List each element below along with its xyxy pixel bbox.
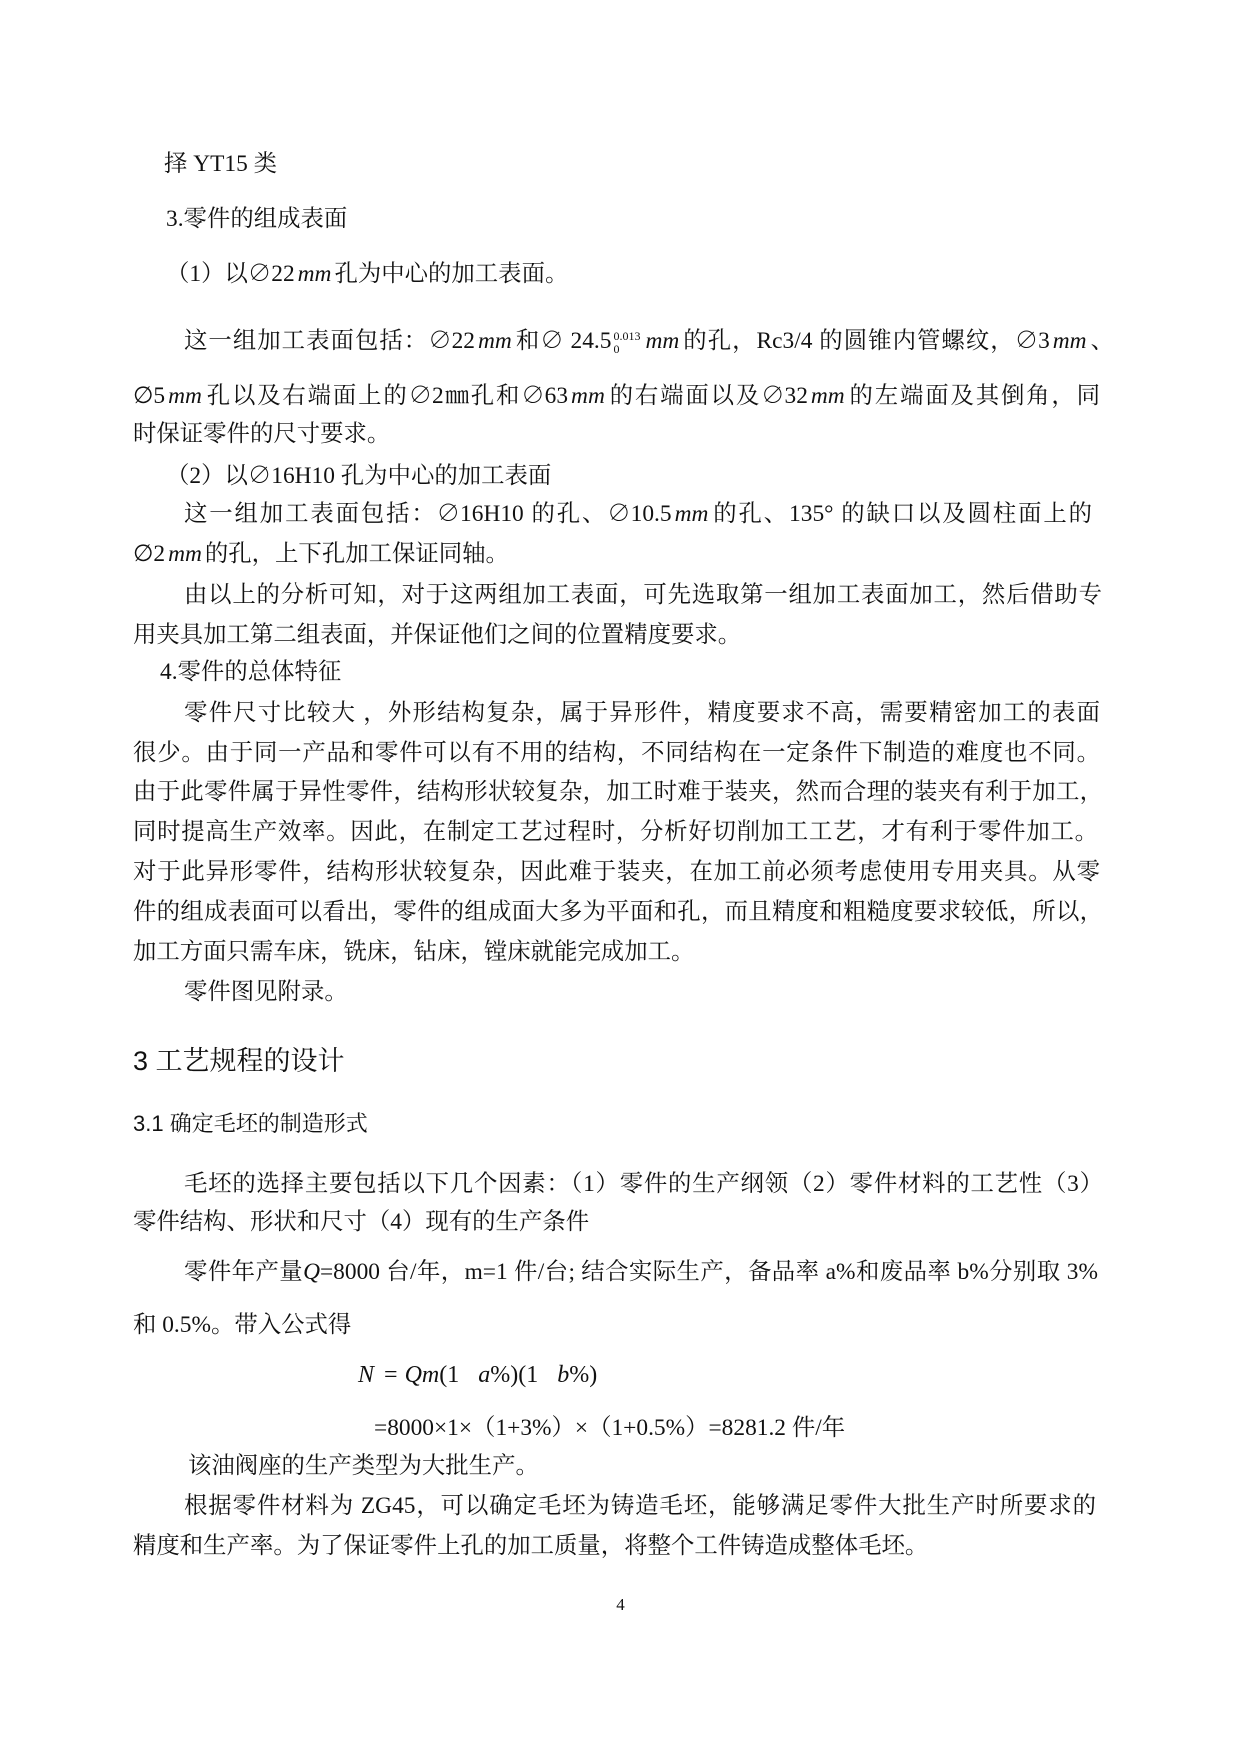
unit-mm: mm [168,383,202,409]
text-run: 孔和 [470,383,522,409]
text-run: 的左端面及其倒角，同 [847,383,1100,409]
text-run: 和 [514,328,541,354]
paragraph-line [184,499,1092,529]
unit-mm: mm [168,541,202,567]
paragraph-line: 由以上的分析可知，对于这两组加工表面，可先选取第一组加工表面加工，然后借助专 [184,582,1102,608]
math-variable: b [557,1362,570,1388]
chapter-heading: 3 工艺规程的设计 [133,1046,345,1076]
paragraph-line [133,539,509,569]
math-operator: = [384,1362,398,1388]
paragraph-line: 很少。由于同一产品和零件可以有不用的结构，不同结构在一定条件下制造的难度也不同。 [133,740,1100,766]
sub-item-title: （2）以∅16H10 孔为中心的加工表面 [166,463,552,489]
math-variable: a [478,1362,491,1388]
numbered-item-title: 4.零件的总体特征 [160,659,342,685]
text-run: 的右端面以及 [607,383,762,409]
paragraph-line [133,381,1100,411]
math-variable: N [358,1362,375,1388]
math-text: (1 [439,1362,460,1388]
calculation-line: =8000×1×（1+3%）×（1+0.5%）=8281.2 件/年 [374,1415,846,1441]
section-heading: 3.1 确定毛坯的制造形式 [133,1111,368,1136]
math-variable: Qm [404,1362,440,1388]
math-variable: Q [303,1259,320,1285]
formula-line [358,1360,597,1390]
numbered-item-title: 3.零件的组成表面 [166,206,348,232]
paragraph-line: 由于此零件属于异性零件，结构形状较复杂，加工时难于装夹，然而合理的装夹有利于加工， [133,779,1103,805]
paragraph-line: 和 0.5%。带入公式得 [133,1312,352,1338]
text-run: （1）以 [166,261,248,287]
text-run: 这一组加工表面包括： [184,328,429,354]
unit-mm: mm [674,501,709,527]
paragraph-line: 毛坯的选择主要包括以下几个因素：（1）零件的生产纲领（2）零件材料的工艺性（3） [184,1171,1103,1197]
diameter-dimension: ∅2 [133,541,166,567]
paragraph-line [184,326,1114,356]
paragraph-line: 件的组成表面可以看出，零件的组成面大多为平面和孔，而且精度和粗糙度要求较低，所以， [133,899,1103,925]
diameter-dimension: ∅22 [428,328,475,354]
paragraph-line: 精度和生产率。为了保证零件上孔的加工质量，将整个工件铸造成整体毛坯。 [133,1533,929,1559]
paragraph-line: 根据零件材料为 ZG45，可以确定毛坯为铸造毛坯，能够满足零件大批生产时所要求的 [184,1493,1096,1519]
paragraph-line: 加工方面只需车床，铣床，钻床，镗床就能完成加工。 [133,939,695,965]
diameter-dimension: ∅3 [1014,328,1050,354]
paragraph-line: 零件尺寸比较大 ，外形结构复杂，属于异形件，精度要求不高，需要精密加工的表面 [184,700,1100,726]
page-number: 4 [616,1595,625,1614]
paragraph-line: 该油阀座的生产类型为大批生产。 [188,1453,539,1479]
unit-mm: mm [645,328,680,354]
math-text: %)(1 [490,1362,539,1388]
text-run: =8000 台/年，m=1 件/台; 结合实际生产，备品率 a%和废品率 b%分别取 3% [319,1259,1098,1285]
text-run: 的孔，Rc3/4 的圆锥内管螺纹， [682,328,1015,354]
text-run: 这一组加工表面包括：∅16H10 的孔、∅10.5 [184,501,672,527]
paragraph-line: 同时提高生产效率。因此，在制定工艺过程时，分析好切削加工工艺，才有利于零件加工。 [133,819,1098,845]
text-run: 、 [1089,328,1114,354]
tolerance-upper: 0.013 [613,328,641,343]
diameter-dimension: ∅63 [521,383,569,409]
paragraph-line: 零件图见附录。 [184,979,348,1005]
text-run: 孔以及右端面上的 [204,383,409,409]
text-run: 零件年产量 [184,1259,304,1285]
unit-mm: mm [571,383,605,409]
unit-mm: mm [1052,328,1087,354]
diameter-dimension: ∅ 24.5 [540,328,612,354]
tolerance-lower: 0 [613,341,620,356]
diameter-dimension: ∅5 [133,383,166,409]
paragraph-line: 择 YT15 类 [164,151,278,177]
diameter-dimension: ∅2㎜ [408,383,471,409]
tolerance-limits [613,330,640,356]
diameter-dimension: ∅32 [761,383,808,409]
diameter-dimension: ∅22 [247,261,295,287]
sub-item-title [166,259,568,289]
paragraph-line: 对于此异形零件，结构形状较复杂，因此难于装夹，在加工前必须考虑使用专用夹具。从零 [133,859,1100,885]
math-text: %) [569,1362,598,1388]
unit-mm: mm [297,261,332,287]
unit-mm: mm [478,328,512,354]
text-run: 孔为中心的加工表面。 [334,261,569,287]
paragraph-line: 零件结构、形状和尺寸（4）现有的生产条件 [133,1209,590,1235]
paragraph-line: 时保证零件的尺寸要求。 [133,421,391,447]
text-run: 的孔、135° 的缺口以及圆柱面上的 [711,501,1092,527]
paragraph-line: 用夹具加工第二组表面，并保证他们之间的位置精度要求。 [133,622,742,648]
text-run: 的孔，上下孔加工保证同轴。 [204,541,509,567]
paragraph-line [184,1257,1098,1287]
unit-mm: mm [810,383,845,409]
